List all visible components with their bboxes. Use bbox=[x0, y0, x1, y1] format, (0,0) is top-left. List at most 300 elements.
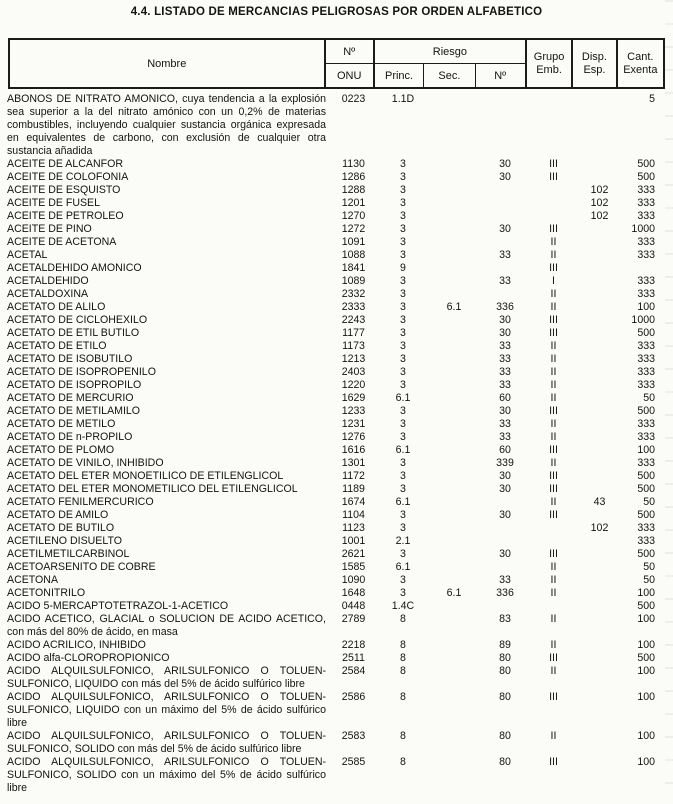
col-header-sec: Sec. bbox=[424, 64, 475, 87]
cell-riesgo-princ: 3 bbox=[400, 301, 406, 313]
cell-riesgo-princ: 3 bbox=[400, 379, 406, 391]
cell-riesgo-princ: 3 bbox=[400, 210, 406, 222]
cell-cant-exenta: 333 bbox=[637, 535, 655, 547]
cell-riesgo-num: 80 bbox=[499, 756, 511, 768]
cell-riesgo-princ: 3 bbox=[400, 431, 406, 443]
cell-nombre: ACETATO DE MERCURIO bbox=[7, 392, 134, 404]
cell-riesgo-princ: 3 bbox=[400, 275, 406, 287]
table-row bbox=[7, 587, 667, 600]
cell-onu: 1301 bbox=[341, 457, 366, 469]
cell-riesgo-princ: 3 bbox=[400, 509, 406, 521]
cell-grupo-emb: II bbox=[550, 665, 557, 677]
table-row bbox=[7, 535, 667, 548]
cell-riesgo-num: 33 bbox=[499, 574, 511, 586]
col-header-riesgo-group bbox=[375, 40, 527, 87]
table-row bbox=[7, 197, 667, 210]
cell-riesgo-princ: 3 bbox=[400, 249, 406, 261]
cell-grupo-emb: II bbox=[550, 561, 557, 573]
cell-riesgo-princ: 8 bbox=[400, 691, 406, 703]
table-row bbox=[7, 184, 667, 197]
col-header-riesgo-num: Nº bbox=[494, 69, 507, 82]
cell-cant-exenta: 333 bbox=[637, 457, 655, 469]
cell-riesgo-num: 83 bbox=[499, 613, 511, 625]
table-row bbox=[7, 444, 667, 457]
cell-riesgo-princ: 2.1 bbox=[395, 535, 411, 547]
cell-nombre: ACETATO DE BUTILO bbox=[7, 522, 115, 534]
cell-onu: 2218 bbox=[341, 639, 366, 651]
cell-grupo-emb: II bbox=[550, 340, 557, 352]
table-row bbox=[7, 496, 667, 509]
cell-riesgo-princ: 8 bbox=[400, 756, 406, 768]
cell-grupo-emb: III bbox=[549, 158, 558, 170]
page-title: 4.4. LISTADO DE MERCANCIAS PELIGROSAS POR ORDEN ALFABETICO bbox=[130, 6, 543, 18]
cell-riesgo-num: 80 bbox=[499, 665, 511, 677]
table-row bbox=[7, 275, 667, 288]
cell-cant-exenta: 50 bbox=[643, 496, 655, 508]
cell-riesgo-princ: 3 bbox=[400, 587, 406, 599]
cell-disp-esp: 102 bbox=[590, 210, 609, 222]
cell-nombre: ABONOS DE NITRATO AMONICO, cuya tendencia a la explosión sea superior a la del nitrato amónico con un 0,2% de materias combustibles, incluyendo cualquier sustancia orgánica expresada en equivalentes de carbono, con exclusión de cualquier otra sustancia añadida bbox=[7, 93, 326, 157]
cell-cant-exenta: 333 bbox=[637, 288, 655, 300]
cell-grupo-emb: II bbox=[550, 431, 557, 443]
cell-grupo-emb: II bbox=[550, 379, 557, 391]
cell-nombre: ACIDO 5-MERCAPTOTETRAZOL-1-ACETICO bbox=[7, 600, 229, 612]
cell-riesgo-princ: 3 bbox=[400, 184, 406, 196]
cell-onu: 1104 bbox=[342, 509, 365, 521]
cell-riesgo-num: 30 bbox=[499, 223, 511, 235]
cell-grupo-emb: II bbox=[550, 392, 557, 404]
cell-riesgo-num: 80 bbox=[499, 691, 511, 703]
cell-cant-exenta: 500 bbox=[637, 600, 655, 612]
cell-cant-exenta: 500 bbox=[637, 548, 655, 560]
cell-riesgo-num: 30 bbox=[499, 548, 511, 560]
cell-nombre: ACETALDOXINA bbox=[7, 288, 89, 300]
cell-cant-exenta: 333 bbox=[637, 210, 655, 222]
cell-nombre: ACETATO DE ISOPROPILO bbox=[7, 379, 142, 391]
cell-cant-exenta: 100 bbox=[637, 691, 655, 703]
col-header-cant-line2: Exenta bbox=[623, 63, 658, 76]
cell-onu: 1233 bbox=[341, 405, 366, 417]
table-row bbox=[7, 366, 667, 379]
col-header-disp-line1: Disp. bbox=[581, 50, 607, 63]
cell-cant-exenta: 500 bbox=[637, 470, 655, 482]
cell-riesgo-princ: 3 bbox=[400, 223, 406, 235]
cell-cant-exenta: 100 bbox=[637, 444, 655, 456]
cell-nombre: ACIDO ALQUILSULFONICO, ARILSULFONICO O TOLUEN-SULFONICO, SOLIDO con más del 5% de ácido sulfúrico libre bbox=[7, 730, 326, 755]
cell-riesgo-num: 33 bbox=[499, 249, 511, 261]
cell-cant-exenta: 333 bbox=[637, 236, 655, 248]
cell-onu: 2511 bbox=[342, 652, 365, 664]
cell-nombre: ACEITE DE PETROLEO bbox=[7, 210, 124, 222]
cell-riesgo-princ: 3 bbox=[400, 470, 406, 482]
cell-riesgo-princ: 8 bbox=[400, 665, 406, 677]
cell-cant-exenta: 500 bbox=[637, 509, 655, 521]
cell-nombre: ACEITE DE ESQUISTO bbox=[7, 184, 121, 196]
cell-nombre: ACETATO DE CICLOHEXILO bbox=[7, 314, 148, 326]
cell-riesgo-princ: 9 bbox=[400, 262, 406, 274]
cell-disp-esp: 43 bbox=[593, 496, 606, 508]
cell-onu: 2332 bbox=[341, 288, 366, 300]
cell-cant-exenta: 100 bbox=[637, 756, 655, 768]
cell-nombre: ACEITE DE ALCANFOR bbox=[7, 158, 123, 170]
cell-grupo-emb: II bbox=[550, 418, 557, 430]
cell-grupo-emb: II bbox=[550, 496, 557, 508]
cell-nombre: ACETATO DE METILO bbox=[7, 418, 116, 430]
cell-nombre: ACIDO ALQUILSULFONICO, ARILSULFONICO O TOLUEN-SULFONICO, LIQUIDO con un máximo del 5% de ácido sulfúrico libre bbox=[7, 691, 326, 729]
cell-grupo-emb: III bbox=[549, 483, 558, 495]
cell-riesgo-num: 339 bbox=[496, 457, 514, 469]
cell-nombre: ACETAL bbox=[7, 249, 48, 261]
cell-riesgo-princ: 3 bbox=[400, 171, 406, 183]
cell-cant-exenta: 333 bbox=[637, 431, 655, 443]
cell-cant-exenta: 100 bbox=[637, 639, 655, 651]
table-row bbox=[7, 509, 667, 522]
cell-grupo-emb: III bbox=[549, 171, 558, 183]
cell-cant-exenta: 333 bbox=[637, 522, 655, 534]
table-row bbox=[7, 639, 667, 652]
cell-nombre: ACIDO alfa-CLOROPROPIONICO bbox=[7, 652, 170, 664]
table-row bbox=[7, 691, 667, 730]
cell-cant-exenta: 333 bbox=[637, 418, 655, 430]
cell-riesgo-num: 33 bbox=[499, 379, 511, 391]
cell-riesgo-princ: 3 bbox=[400, 548, 406, 560]
cell-cant-exenta: 100 bbox=[637, 665, 655, 677]
cell-riesgo-num: 30 bbox=[499, 509, 511, 521]
cell-onu: 1088 bbox=[341, 249, 366, 261]
cell-onu: 1177 bbox=[342, 327, 365, 339]
cell-onu: 1616 bbox=[341, 444, 366, 456]
cell-grupo-emb: II bbox=[550, 730, 557, 742]
cell-grupo-emb: III bbox=[549, 327, 558, 339]
cell-grupo-emb: II bbox=[550, 236, 557, 248]
cell-riesgo-princ: 8 bbox=[400, 652, 406, 664]
col-header-onu-line1: Nº bbox=[326, 40, 373, 64]
cell-riesgo-princ: 3 bbox=[400, 158, 406, 170]
cell-onu: 0223 bbox=[341, 93, 366, 105]
cell-onu: 1201 bbox=[341, 197, 366, 209]
cell-riesgo-princ: 3 bbox=[400, 418, 406, 430]
cell-cant-exenta: 333 bbox=[637, 249, 655, 261]
cell-nombre: ACETATO DE ALILO bbox=[7, 301, 106, 313]
cell-riesgo-num: 33 bbox=[499, 340, 511, 352]
table-row bbox=[7, 405, 667, 418]
cell-nombre: ACETILENO DISUELTO bbox=[7, 535, 122, 547]
cell-riesgo-princ: 3 bbox=[400, 353, 406, 365]
table-row bbox=[7, 262, 667, 275]
cell-grupo-emb: III bbox=[549, 470, 558, 482]
cell-onu: 1189 bbox=[342, 483, 365, 495]
cell-onu: 1585 bbox=[341, 561, 366, 573]
cell-onu: 1172 bbox=[342, 470, 365, 482]
cell-onu: 2789 bbox=[341, 613, 366, 625]
table-row bbox=[7, 652, 667, 665]
cell-cant-exenta: 333 bbox=[637, 184, 655, 196]
cell-riesgo-princ: 6.1 bbox=[395, 444, 411, 456]
cell-riesgo-princ: 3 bbox=[400, 340, 406, 352]
table-row bbox=[7, 327, 667, 340]
cell-nombre: ACIDO ACETICO, GLACIAL o SOLUCION DE ACIDO ACETICO, con más del 80% de ácido, en masa bbox=[7, 613, 326, 638]
cell-cant-exenta: 500 bbox=[637, 171, 655, 183]
cell-nombre: ACETATO DE PLOMO bbox=[7, 444, 115, 456]
cell-cant-exenta: 100 bbox=[637, 730, 655, 742]
cell-riesgo-princ: 3 bbox=[400, 483, 406, 495]
cell-nombre: ACETATO DE AMILO bbox=[7, 509, 109, 521]
col-header-grupo-line1: Grupo bbox=[533, 50, 565, 63]
cell-nombre: ACEITE DE COLOFONIA bbox=[7, 171, 129, 183]
col-header-cant-exenta bbox=[618, 40, 663, 87]
cell-grupo-emb: III bbox=[549, 405, 558, 417]
cell-grupo-emb: II bbox=[550, 587, 557, 599]
cell-grupo-emb: I bbox=[552, 275, 555, 287]
table-row bbox=[7, 574, 667, 587]
cell-riesgo-num: 60 bbox=[499, 444, 511, 456]
col-header-nombre: Nombre bbox=[10, 40, 326, 87]
cell-grupo-emb: III bbox=[549, 756, 558, 768]
cell-onu: 1648 bbox=[341, 587, 366, 599]
col-header-cant-line1: Cant. bbox=[627, 50, 654, 63]
table-row bbox=[7, 600, 667, 613]
cell-onu: 1674 bbox=[341, 496, 366, 508]
cell-nombre: ACETATO FENILMERCURICO bbox=[7, 496, 154, 508]
cell-riesgo-num: 30 bbox=[499, 470, 511, 482]
cell-cant-exenta: 333 bbox=[637, 340, 655, 352]
cell-riesgo-princ: 3 bbox=[400, 314, 406, 326]
cell-riesgo-num: 33 bbox=[499, 418, 511, 430]
table-row bbox=[7, 93, 667, 158]
cell-onu: 2585 bbox=[341, 756, 366, 768]
cell-onu: 1231 bbox=[341, 418, 366, 430]
table-row bbox=[7, 483, 667, 496]
cell-onu: 1001 bbox=[341, 535, 366, 547]
cell-grupo-emb: II bbox=[550, 288, 557, 300]
cell-nombre: ACIDO ALQUILSULFONICO, ARILSULFONICO O TOLUEN-SULFONICO, SOLIDO con un máximo del 5% de ácido sulfúrico libre bbox=[7, 756, 326, 794]
table-row bbox=[7, 314, 667, 327]
table-row bbox=[7, 392, 667, 405]
cell-riesgo-princ: 3 bbox=[400, 288, 406, 300]
table-row bbox=[7, 249, 667, 262]
cell-cant-exenta: 5 bbox=[649, 93, 655, 105]
cell-onu: 1123 bbox=[342, 522, 365, 534]
cell-riesgo-princ: 3 bbox=[400, 405, 406, 417]
cell-riesgo-princ: 8 bbox=[400, 613, 406, 625]
cell-riesgo-princ: 3 bbox=[400, 366, 406, 378]
cell-riesgo-num: 336 bbox=[496, 587, 514, 599]
cell-cant-exenta: 500 bbox=[637, 327, 655, 339]
table-row bbox=[7, 756, 667, 795]
cell-riesgo-princ: 1.4C bbox=[391, 600, 415, 612]
cell-grupo-emb: III bbox=[549, 444, 558, 456]
cell-onu: 1213 bbox=[341, 353, 366, 365]
cell-cant-exenta: 333 bbox=[637, 353, 655, 365]
cell-nombre: ACETILMETILCARBINOL bbox=[7, 548, 130, 560]
cell-nombre: ACETATO DE ETILO bbox=[7, 340, 107, 352]
cell-nombre: ACETATO DE METILAMILO bbox=[7, 405, 141, 417]
cell-riesgo-princ: 3 bbox=[400, 236, 406, 248]
col-header-onu bbox=[326, 40, 375, 87]
cell-disp-esp: 102 bbox=[590, 184, 609, 196]
cell-nombre: ACETATO DEL ETER MONOMETILICO DEL ETILENGLICOL bbox=[7, 483, 298, 495]
cell-onu: 1090 bbox=[341, 574, 366, 586]
cell-riesgo-num: 80 bbox=[499, 652, 511, 664]
cell-riesgo-num: 80 bbox=[499, 730, 511, 742]
cell-nombre: ACETATO DE n-PROPILO bbox=[7, 431, 133, 443]
table-row bbox=[7, 171, 667, 184]
table-row bbox=[7, 730, 667, 756]
cell-grupo-emb: II bbox=[550, 457, 557, 469]
table-row bbox=[7, 236, 667, 249]
table-row bbox=[7, 340, 667, 353]
cell-disp-esp: 102 bbox=[590, 197, 609, 209]
table-row bbox=[7, 470, 667, 483]
cell-grupo-emb: II bbox=[550, 613, 557, 625]
cell-nombre: ACETATO DE ISOBUTILO bbox=[7, 353, 133, 365]
cell-riesgo-sec: 6.1 bbox=[446, 301, 462, 313]
cell-cant-exenta: 333 bbox=[637, 275, 655, 287]
cell-nombre: ACETATO DE ETIL BUTILO bbox=[7, 327, 140, 339]
cell-onu: 1841 bbox=[341, 262, 366, 274]
cell-onu: 1629 bbox=[341, 392, 366, 404]
cell-riesgo-princ: 8 bbox=[400, 730, 406, 742]
col-header-disp-line2: Esp. bbox=[583, 63, 606, 76]
cell-riesgo-princ: 3 bbox=[400, 327, 406, 339]
cell-onu: 1173 bbox=[342, 340, 365, 352]
col-header-princ: Princ. bbox=[375, 64, 424, 87]
cell-onu: 2621 bbox=[341, 548, 366, 560]
cell-cant-exenta: 50 bbox=[643, 392, 655, 404]
cell-riesgo-num: 30 bbox=[499, 327, 511, 339]
cell-onu: 1220 bbox=[341, 379, 366, 391]
cell-cant-exenta: 333 bbox=[637, 366, 655, 378]
cell-onu: 1089 bbox=[341, 275, 366, 287]
cell-grupo-emb: II bbox=[550, 366, 557, 378]
cell-onu: 1286 bbox=[341, 171, 366, 183]
table-row bbox=[7, 288, 667, 301]
col-header-grupo-line2: Emb. bbox=[536, 63, 562, 76]
table-row bbox=[7, 613, 667, 639]
table-row bbox=[7, 223, 667, 236]
cell-grupo-emb: II bbox=[550, 301, 557, 313]
cell-disp-esp: 102 bbox=[590, 522, 609, 534]
cell-nombre: ACETONITRILO bbox=[7, 587, 86, 599]
cell-nombre: ACEITE DE ACETONA bbox=[7, 236, 117, 248]
cell-nombre: ACETALDEHIDO AMONICO bbox=[7, 262, 142, 274]
cell-cant-exenta: 500 bbox=[637, 652, 655, 664]
cell-onu: 2583 bbox=[341, 730, 366, 742]
table-row bbox=[7, 418, 667, 431]
cell-grupo-emb: II bbox=[550, 353, 557, 365]
table-row bbox=[7, 158, 667, 171]
cell-cant-exenta: 100 bbox=[637, 613, 655, 625]
cell-grupo-emb: III bbox=[549, 262, 558, 274]
cell-riesgo-princ: 3 bbox=[400, 457, 406, 469]
cell-cant-exenta: 1000 bbox=[631, 223, 655, 235]
cell-onu: 1276 bbox=[341, 431, 366, 443]
cell-cant-exenta: 100 bbox=[637, 587, 655, 599]
cell-cant-exenta: 50 bbox=[643, 561, 655, 573]
cell-riesgo-princ: 8 bbox=[400, 639, 406, 651]
cell-grupo-emb: III bbox=[549, 509, 558, 521]
cell-nombre: ACEITE DE FUSEL bbox=[7, 197, 101, 209]
cell-nombre: ACETOARSENITO DE COBRE bbox=[7, 561, 156, 573]
cell-nombre: ACETALDEHIDO bbox=[7, 275, 89, 287]
cell-riesgo-princ: 3 bbox=[400, 574, 406, 586]
cell-cant-exenta: 500 bbox=[637, 483, 655, 495]
table-row bbox=[7, 665, 667, 691]
cell-riesgo-num: 30 bbox=[499, 158, 511, 170]
table-row bbox=[7, 457, 667, 470]
cell-riesgo-princ: 1.1D bbox=[391, 93, 415, 105]
cell-onu: 1288 bbox=[341, 184, 366, 196]
cell-riesgo-num: 89 bbox=[499, 639, 511, 651]
cell-grupo-emb: II bbox=[550, 574, 557, 586]
cell-cant-exenta: 500 bbox=[637, 405, 655, 417]
cell-grupo-emb: III bbox=[549, 691, 558, 703]
table-row bbox=[7, 379, 667, 392]
cell-riesgo-num: 33 bbox=[499, 353, 511, 365]
table-row bbox=[7, 353, 667, 366]
cell-onu: 2584 bbox=[341, 665, 366, 677]
table-row bbox=[7, 522, 667, 535]
table-header bbox=[8, 38, 665, 89]
cell-onu: 1091 bbox=[341, 236, 366, 248]
cell-grupo-emb: III bbox=[549, 548, 558, 560]
cell-onu: 1270 bbox=[341, 210, 366, 222]
cell-nombre: ACIDO ALQUILSULFONICO, ARILSULFONICO O TOLUEN-SULFONICO, LIQUIDO con más del 5% de ácido sulfúrico libre bbox=[7, 665, 326, 690]
cell-grupo-emb: III bbox=[549, 223, 558, 235]
cell-onu: 2403 bbox=[341, 366, 366, 378]
cell-nombre: ACEITE DE PINO bbox=[7, 223, 92, 235]
cell-cant-exenta: 100 bbox=[637, 301, 655, 313]
cell-onu: 2333 bbox=[341, 301, 366, 313]
cell-onu: 1130 bbox=[342, 158, 365, 170]
cell-riesgo-sec: 6.1 bbox=[446, 587, 462, 599]
cell-riesgo-princ: 6.1 bbox=[395, 561, 411, 573]
cell-onu: 2243 bbox=[341, 314, 366, 326]
cell-cant-exenta: 50 bbox=[643, 574, 655, 586]
cell-grupo-emb: II bbox=[550, 639, 557, 651]
cell-nombre: ACETATO DE ISOPROPENILO bbox=[7, 366, 156, 378]
cell-grupo-emb: III bbox=[549, 314, 558, 326]
col-header-grupo-emb bbox=[527, 40, 573, 87]
col-header-onu-line2: ONU bbox=[336, 69, 362, 82]
cell-cant-exenta: 333 bbox=[637, 197, 655, 209]
cell-riesgo-num: 33 bbox=[499, 366, 511, 378]
cell-riesgo-num: 33 bbox=[499, 431, 511, 443]
cell-riesgo-num: 30 bbox=[499, 483, 511, 495]
cell-riesgo-num: 30 bbox=[499, 171, 511, 183]
cell-cant-exenta: 333 bbox=[637, 379, 655, 391]
cell-grupo-emb: III bbox=[549, 652, 558, 664]
cell-riesgo-num: 30 bbox=[499, 314, 511, 326]
cell-nombre: ACETATO DEL ETER MONOETILICO DE ETILENGLICOL bbox=[7, 470, 284, 482]
cell-riesgo-princ: 3 bbox=[400, 197, 406, 209]
cell-onu: 2586 bbox=[341, 691, 366, 703]
table-body bbox=[7, 93, 667, 795]
cell-riesgo-princ: 6.1 bbox=[395, 392, 411, 404]
cell-cant-exenta: 1000 bbox=[631, 314, 655, 326]
cell-riesgo-princ: 6.1 bbox=[395, 496, 411, 508]
cell-onu: 1272 bbox=[341, 223, 366, 235]
col-header-disp-esp bbox=[573, 40, 617, 87]
table-row bbox=[7, 431, 667, 444]
cell-nombre: ACETONA bbox=[7, 574, 59, 586]
cell-grupo-emb: II bbox=[550, 249, 557, 261]
table-row bbox=[7, 210, 667, 223]
cell-onu: 0448 bbox=[341, 600, 366, 612]
table-row bbox=[7, 548, 667, 561]
col-header-riesgo: Riesgo bbox=[375, 40, 525, 64]
cell-riesgo-num: 60 bbox=[499, 392, 511, 404]
